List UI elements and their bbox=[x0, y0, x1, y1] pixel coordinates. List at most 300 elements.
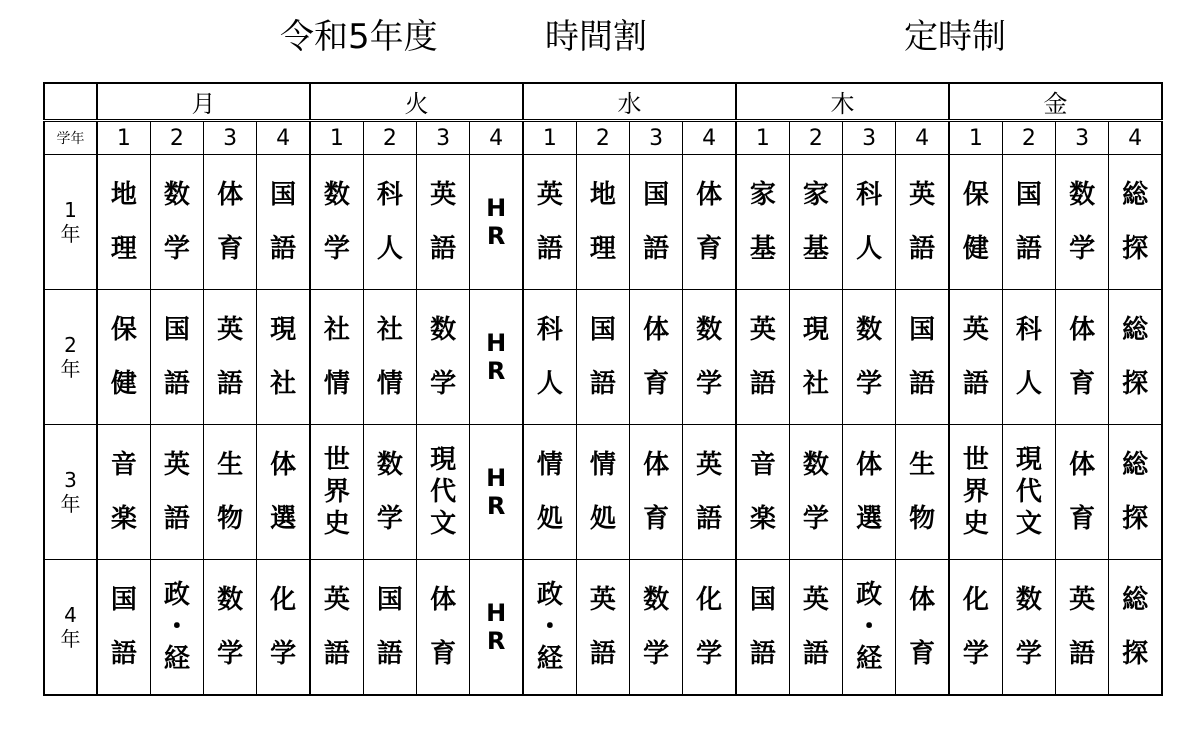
subject-char: 社 bbox=[376, 315, 403, 345]
subject-char: 学 bbox=[1069, 234, 1096, 264]
subject-cell bbox=[257, 290, 310, 425]
subject-cell bbox=[576, 560, 629, 696]
period-number: 4 bbox=[896, 121, 949, 155]
subject bbox=[311, 290, 363, 424]
subject-char: 生 bbox=[217, 450, 244, 480]
subject-char: ・ bbox=[856, 612, 883, 642]
subject-char: 化 bbox=[696, 585, 723, 615]
subject-char: 学 bbox=[163, 234, 190, 264]
subject-cell bbox=[1109, 155, 1162, 290]
subject bbox=[577, 560, 629, 694]
grade-row bbox=[44, 290, 1162, 425]
subject-cell bbox=[1056, 290, 1109, 425]
subject bbox=[311, 425, 363, 559]
subject-char: 理 bbox=[589, 234, 616, 264]
subject-char: 物 bbox=[217, 504, 244, 534]
subject bbox=[1056, 290, 1108, 424]
subject bbox=[950, 560, 1002, 694]
subject-char: 語 bbox=[110, 639, 137, 669]
subject-char: 家 bbox=[749, 180, 776, 210]
subject-char: 数 bbox=[163, 180, 190, 210]
subject bbox=[1056, 425, 1108, 559]
subject-char: 科 bbox=[536, 315, 563, 345]
subject-char: 基 bbox=[749, 234, 776, 264]
grade-label-char: 年 bbox=[60, 222, 81, 246]
subject-cell bbox=[150, 290, 203, 425]
subject bbox=[417, 290, 469, 424]
subject bbox=[417, 155, 469, 289]
subject bbox=[950, 155, 1002, 289]
period-number: 3 bbox=[417, 121, 470, 155]
subject-char: 学 bbox=[802, 504, 829, 534]
subject bbox=[470, 290, 522, 424]
subject-char: 育 bbox=[909, 639, 936, 669]
subject-cell bbox=[257, 560, 310, 696]
title-name: 時間割 bbox=[545, 17, 647, 57]
subject-char: 楽 bbox=[749, 504, 776, 534]
subject-char: 学 bbox=[962, 639, 989, 669]
subject bbox=[524, 155, 576, 289]
subject-char: R bbox=[486, 222, 506, 250]
subject-cell bbox=[896, 560, 949, 696]
subject-char: 現 bbox=[1015, 445, 1042, 475]
subject-cell bbox=[789, 155, 842, 290]
subject-cell bbox=[470, 560, 523, 696]
period-number: 2 bbox=[576, 121, 629, 155]
grade-label-char: 年 bbox=[60, 357, 81, 381]
subject bbox=[470, 425, 522, 559]
subject-cell bbox=[417, 560, 470, 696]
grade-label-char: 年 bbox=[60, 492, 81, 516]
subject-char: 体 bbox=[430, 585, 457, 615]
subject-char: 科 bbox=[856, 180, 883, 210]
subject-char: 英 bbox=[589, 585, 616, 615]
subject-char: 英 bbox=[163, 450, 190, 480]
period-number: 2 bbox=[363, 121, 416, 155]
subject bbox=[683, 560, 735, 694]
subject-char: 政 bbox=[163, 580, 190, 610]
subject-char: 育 bbox=[696, 234, 723, 264]
subject-char: 界 bbox=[962, 477, 989, 507]
subject-char: 語 bbox=[163, 369, 190, 399]
subject-char: H bbox=[486, 599, 507, 627]
grade-row bbox=[44, 155, 1162, 290]
grade-row bbox=[44, 425, 1162, 560]
subject-char: 経 bbox=[163, 644, 190, 674]
subject-char: 人 bbox=[1015, 369, 1042, 399]
subject-char: R bbox=[486, 357, 506, 385]
subject-cell bbox=[417, 290, 470, 425]
subject-char: 英 bbox=[323, 585, 350, 615]
period-number: 2 bbox=[1002, 121, 1055, 155]
subject-char: 体 bbox=[909, 585, 936, 615]
subject-char: 語 bbox=[749, 639, 776, 669]
subject-cell bbox=[576, 155, 629, 290]
subject bbox=[98, 290, 150, 424]
day-header: 火 bbox=[310, 83, 523, 121]
subject bbox=[417, 560, 469, 694]
subject-char: 楽 bbox=[110, 504, 137, 534]
subject bbox=[950, 425, 1002, 559]
subject-char: 文 bbox=[1015, 509, 1042, 539]
subject bbox=[950, 290, 1002, 424]
subject-char: 英 bbox=[217, 315, 244, 345]
subject-char: 語 bbox=[749, 369, 776, 399]
subject-char: 社 bbox=[270, 369, 297, 399]
subject-char: 音 bbox=[749, 450, 776, 480]
day-header: 月 bbox=[97, 83, 310, 121]
subject-char: 国 bbox=[376, 585, 403, 615]
subject-char: 経 bbox=[536, 644, 563, 674]
subject bbox=[364, 290, 416, 424]
subject-char: ・ bbox=[163, 612, 190, 642]
subject bbox=[524, 290, 576, 424]
subject-char: 数 bbox=[802, 450, 829, 480]
subject bbox=[1109, 425, 1161, 559]
day-header: 金 bbox=[949, 83, 1162, 121]
subject-char: 科 bbox=[376, 180, 403, 210]
subject bbox=[98, 560, 150, 694]
subject-cell bbox=[1109, 290, 1162, 425]
subject-cell bbox=[843, 560, 896, 696]
subject-char: 国 bbox=[270, 180, 297, 210]
subject bbox=[257, 560, 309, 694]
subject-char: 語 bbox=[270, 234, 297, 264]
subject-char: 語 bbox=[163, 504, 190, 534]
grade-label-char: 4 bbox=[64, 603, 77, 627]
subject-char: 数 bbox=[696, 315, 723, 345]
subject-char: 情 bbox=[376, 369, 403, 399]
grade-label bbox=[44, 425, 97, 560]
subject-cell bbox=[470, 290, 523, 425]
subject-char: 語 bbox=[589, 639, 616, 669]
subject-char: 文 bbox=[430, 509, 457, 539]
subject-char: R bbox=[486, 492, 506, 520]
subject bbox=[98, 425, 150, 559]
subject-char: 処 bbox=[536, 504, 563, 534]
subject-char: 人 bbox=[376, 234, 403, 264]
subject-char: 学 bbox=[1015, 639, 1042, 669]
subject-cell bbox=[523, 290, 576, 425]
subject-cell bbox=[896, 155, 949, 290]
subject-cell bbox=[257, 155, 310, 290]
subject-cell bbox=[523, 425, 576, 560]
subject bbox=[151, 155, 203, 289]
subject-cell bbox=[1056, 155, 1109, 290]
subject-char: 史 bbox=[323, 509, 350, 539]
subject-char: 情 bbox=[589, 450, 616, 480]
subject-char: 総 bbox=[1122, 180, 1149, 210]
period-number: 1 bbox=[736, 121, 789, 155]
subject-char: 体 bbox=[696, 180, 723, 210]
subject-char: 語 bbox=[323, 639, 350, 669]
subject-char: 化 bbox=[270, 585, 297, 615]
grade-header: 学年 bbox=[44, 121, 97, 155]
subject-cell bbox=[896, 290, 949, 425]
grade-label bbox=[44, 560, 97, 696]
title-course: 定時制 bbox=[904, 17, 1006, 57]
subject bbox=[1056, 155, 1108, 289]
subject bbox=[683, 425, 735, 559]
subject-cell bbox=[204, 425, 257, 560]
subject-cell bbox=[949, 560, 1002, 696]
subject-char: ・ bbox=[536, 612, 563, 642]
subject bbox=[204, 155, 256, 289]
grade-label-char: 1 bbox=[64, 198, 77, 222]
grade-label-char: 年 bbox=[60, 627, 81, 651]
subject-char: 保 bbox=[110, 315, 137, 345]
subject bbox=[790, 155, 842, 289]
subject-char: 情 bbox=[323, 369, 350, 399]
subject bbox=[524, 560, 576, 694]
period-number: 2 bbox=[789, 121, 842, 155]
subject-char: 体 bbox=[1069, 315, 1096, 345]
subject-cell bbox=[1109, 425, 1162, 560]
subject-char: 政 bbox=[856, 580, 883, 610]
subject-cell bbox=[470, 155, 523, 290]
subject bbox=[1056, 560, 1108, 694]
subject bbox=[896, 155, 948, 289]
day-header-row bbox=[44, 83, 1162, 121]
subject bbox=[151, 290, 203, 424]
subject-cell bbox=[257, 425, 310, 560]
subject-char: 学 bbox=[856, 369, 883, 399]
subject bbox=[577, 425, 629, 559]
subject-char: 国 bbox=[1015, 180, 1042, 210]
subject-char: 化 bbox=[962, 585, 989, 615]
subject-cell bbox=[949, 290, 1002, 425]
subject-char: 育 bbox=[430, 639, 457, 669]
subject-char: 体 bbox=[217, 180, 244, 210]
subject-char: 情 bbox=[536, 450, 563, 480]
subject bbox=[364, 425, 416, 559]
subject-char: 体 bbox=[1069, 450, 1096, 480]
subject-char: 学 bbox=[430, 369, 457, 399]
subject-char: 探 bbox=[1122, 504, 1149, 534]
subject-char: 英 bbox=[536, 180, 563, 210]
subject-char: H bbox=[486, 194, 507, 222]
subject bbox=[737, 560, 789, 694]
subject-char: 政 bbox=[536, 580, 563, 610]
subject-cell bbox=[97, 560, 150, 696]
subject-char: 数 bbox=[1069, 180, 1096, 210]
subject-char: 語 bbox=[802, 639, 829, 669]
subject-cell bbox=[523, 560, 576, 696]
period-number: 1 bbox=[310, 121, 363, 155]
subject-char: 選 bbox=[270, 504, 297, 534]
subject bbox=[151, 560, 203, 694]
subject-char: 音 bbox=[110, 450, 137, 480]
subject-char: 語 bbox=[1069, 639, 1096, 669]
subject-char: 国 bbox=[909, 315, 936, 345]
subject-char: 数 bbox=[1015, 585, 1042, 615]
subject-cell bbox=[1056, 560, 1109, 696]
subject-char: 国 bbox=[643, 180, 670, 210]
subject bbox=[470, 560, 522, 694]
subject-char: 経 bbox=[856, 644, 883, 674]
subject-cell bbox=[683, 155, 736, 290]
day-header: 水 bbox=[523, 83, 736, 121]
subject-char: H bbox=[486, 464, 507, 492]
day-header: 木 bbox=[736, 83, 949, 121]
subject-char: 数 bbox=[217, 585, 244, 615]
subject-char: 学 bbox=[376, 504, 403, 534]
subject bbox=[790, 425, 842, 559]
subject bbox=[843, 290, 895, 424]
subject-char: 学 bbox=[217, 639, 244, 669]
subject-char: 代 bbox=[1015, 477, 1042, 507]
subject-char: 保 bbox=[962, 180, 989, 210]
subject-char: 国 bbox=[749, 585, 776, 615]
subject-char: 地 bbox=[589, 180, 616, 210]
subject-char: 国 bbox=[163, 315, 190, 345]
grade-label bbox=[44, 155, 97, 290]
subject bbox=[151, 425, 203, 559]
subject bbox=[737, 290, 789, 424]
subject-char: 現 bbox=[270, 315, 297, 345]
period-number: 4 bbox=[1109, 121, 1162, 155]
subject-cell bbox=[630, 560, 683, 696]
period-number: 4 bbox=[470, 121, 523, 155]
subject-char: 育 bbox=[217, 234, 244, 264]
subject-cell bbox=[470, 425, 523, 560]
subject-char: 現 bbox=[802, 315, 829, 345]
subject-cell bbox=[310, 425, 363, 560]
subject-cell bbox=[736, 425, 789, 560]
subject-char: 学 bbox=[696, 369, 723, 399]
subject-char: 体 bbox=[643, 315, 670, 345]
subject bbox=[204, 560, 256, 694]
subject bbox=[257, 290, 309, 424]
period-number: 3 bbox=[1056, 121, 1109, 155]
subject-cell bbox=[363, 425, 416, 560]
subject-cell bbox=[204, 155, 257, 290]
subject-char: 現 bbox=[430, 445, 457, 475]
subject bbox=[790, 560, 842, 694]
timetable bbox=[43, 82, 1163, 696]
subject-cell bbox=[1056, 425, 1109, 560]
subject-char: 地 bbox=[110, 180, 137, 210]
subject-cell bbox=[736, 155, 789, 290]
subject-cell bbox=[150, 155, 203, 290]
subject-char: 科 bbox=[1015, 315, 1042, 345]
subject-char: 学 bbox=[270, 639, 297, 669]
subject-char: 生 bbox=[909, 450, 936, 480]
subject-cell bbox=[363, 560, 416, 696]
grade-label bbox=[44, 290, 97, 425]
subject-char: 社 bbox=[802, 369, 829, 399]
subject-char: 探 bbox=[1122, 639, 1149, 669]
subject-cell bbox=[576, 425, 629, 560]
period-header-row bbox=[44, 121, 1162, 155]
subject-char: 世 bbox=[323, 445, 350, 475]
subject-cell bbox=[949, 155, 1002, 290]
subject-cell bbox=[1002, 425, 1055, 560]
subject-char: 社 bbox=[323, 315, 350, 345]
subject-char: 英 bbox=[749, 315, 776, 345]
subject-cell bbox=[150, 560, 203, 696]
subject bbox=[470, 155, 522, 289]
subject-char: 数 bbox=[323, 180, 350, 210]
subject-cell bbox=[736, 290, 789, 425]
subject-char: 代 bbox=[430, 477, 457, 507]
subject-char: 体 bbox=[856, 450, 883, 480]
subject-char: 体 bbox=[643, 450, 670, 480]
subject-char: 育 bbox=[643, 504, 670, 534]
subject bbox=[1109, 155, 1161, 289]
subject-char: 数 bbox=[856, 315, 883, 345]
subject-char: 語 bbox=[696, 504, 723, 534]
subject bbox=[364, 155, 416, 289]
subject-cell bbox=[736, 560, 789, 696]
subject-cell bbox=[97, 155, 150, 290]
subject bbox=[417, 425, 469, 559]
subject-cell bbox=[1109, 560, 1162, 696]
subject-char: 理 bbox=[110, 234, 137, 264]
subject-cell bbox=[204, 560, 257, 696]
subject-char: 数 bbox=[430, 315, 457, 345]
subject-cell bbox=[523, 155, 576, 290]
subject-cell bbox=[1002, 290, 1055, 425]
subject-char: 語 bbox=[1015, 234, 1042, 264]
subject-char: 英 bbox=[696, 450, 723, 480]
subject bbox=[630, 290, 682, 424]
subject-cell bbox=[789, 290, 842, 425]
subject-char: 語 bbox=[643, 234, 670, 264]
subject bbox=[577, 290, 629, 424]
subject-cell bbox=[683, 425, 736, 560]
period-number: 4 bbox=[257, 121, 310, 155]
subject-cell bbox=[97, 425, 150, 560]
subject bbox=[683, 155, 735, 289]
subject bbox=[257, 155, 309, 289]
subject-cell bbox=[949, 425, 1002, 560]
subject-cell bbox=[363, 155, 416, 290]
subject bbox=[1003, 290, 1055, 424]
period-number: 3 bbox=[630, 121, 683, 155]
subject-char: 学 bbox=[323, 234, 350, 264]
subject-char: 学 bbox=[696, 639, 723, 669]
subject-char: H bbox=[486, 329, 507, 357]
subject bbox=[737, 425, 789, 559]
subject bbox=[896, 560, 948, 694]
subject bbox=[1109, 560, 1161, 694]
subject-char: 界 bbox=[323, 477, 350, 507]
subject bbox=[577, 155, 629, 289]
subject bbox=[630, 560, 682, 694]
subject-char: 英 bbox=[909, 180, 936, 210]
subject-char: 語 bbox=[909, 234, 936, 264]
subject-cell bbox=[97, 290, 150, 425]
subject-char: 総 bbox=[1122, 315, 1149, 345]
subject-char: 健 bbox=[110, 369, 137, 399]
subject bbox=[1003, 155, 1055, 289]
subject bbox=[204, 425, 256, 559]
subject-char: 語 bbox=[376, 639, 403, 669]
subject bbox=[843, 425, 895, 559]
subject bbox=[257, 425, 309, 559]
subject-char: 語 bbox=[962, 369, 989, 399]
subject-char: R bbox=[486, 627, 506, 655]
subject-char: 語 bbox=[430, 234, 457, 264]
subject-char: 人 bbox=[536, 369, 563, 399]
subject-char: 探 bbox=[1122, 369, 1149, 399]
subject-char: 育 bbox=[643, 369, 670, 399]
subject-cell bbox=[150, 425, 203, 560]
subject-cell bbox=[843, 155, 896, 290]
subject-char: 家 bbox=[802, 180, 829, 210]
subject-cell bbox=[1002, 560, 1055, 696]
